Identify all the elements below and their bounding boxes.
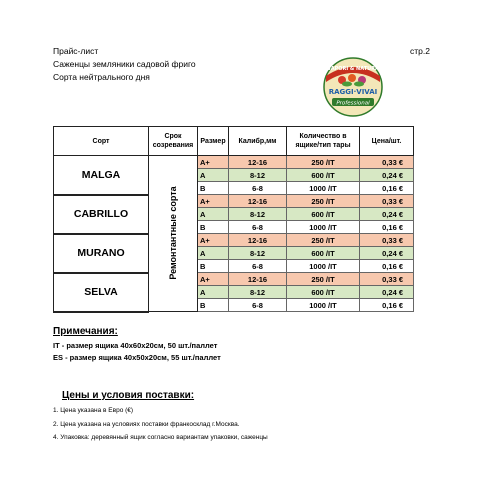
ripening-group bbox=[149, 156, 198, 312]
variety-name: MALGA bbox=[54, 156, 149, 195]
caliber-cell: 6-8 bbox=[229, 299, 287, 312]
doc-subtitle: Саженцы земляники садовой фриго bbox=[53, 59, 196, 69]
quantity-cell: 250 /IT bbox=[287, 156, 360, 169]
size-cell: B bbox=[198, 182, 229, 195]
quantity-cell: 600 /IT bbox=[287, 286, 360, 299]
price-cell: 0,33 € bbox=[360, 273, 414, 286]
caliber-cell: 6-8 bbox=[229, 221, 287, 234]
col-header-quantity: Количество в ящике/тип тары bbox=[287, 127, 360, 156]
caliber-cell: 12-16 bbox=[229, 156, 287, 169]
size-cell: A bbox=[198, 169, 229, 182]
quantity-cell: 250 /IT bbox=[287, 273, 360, 286]
price-cell: 0,24 € bbox=[360, 169, 414, 182]
size-cell: B bbox=[198, 221, 229, 234]
size-cell: A bbox=[198, 208, 229, 221]
condition-item: 2. Цена указана на условиях поставки франкосклад г.Москва. bbox=[53, 421, 240, 428]
table-row bbox=[54, 195, 414, 208]
price-cell: 0,16 € bbox=[360, 221, 414, 234]
table-row bbox=[54, 273, 414, 286]
quantity-cell: 1000 /IT bbox=[287, 182, 360, 195]
col-header-variety: Сорт bbox=[54, 127, 149, 156]
size-cell: A+ bbox=[198, 195, 229, 208]
doc-title: Прайс-лист bbox=[53, 46, 99, 56]
table-row bbox=[54, 234, 414, 247]
logo-brand: RAGGI·VIVAI bbox=[328, 88, 378, 96]
quantity-cell: 600 /IT bbox=[287, 247, 360, 260]
caliber-cell: 6-8 bbox=[229, 260, 287, 273]
caliber-cell: 8-12 bbox=[229, 286, 287, 299]
table-header-row bbox=[54, 127, 414, 156]
caliber-cell: 12-16 bbox=[229, 273, 287, 286]
size-cell: A bbox=[198, 286, 229, 299]
table-row bbox=[54, 156, 414, 169]
price-cell: 0,33 € bbox=[360, 234, 414, 247]
price-table bbox=[53, 126, 414, 313]
size-cell: A bbox=[198, 247, 229, 260]
size-cell: A+ bbox=[198, 234, 229, 247]
doc-subtitle-2: Сорта нейтрального дня bbox=[53, 72, 150, 82]
price-cell: 0,24 € bbox=[360, 286, 414, 299]
variety-name: MURANO bbox=[54, 234, 149, 273]
size-cell: A+ bbox=[198, 156, 229, 169]
quantity-cell: 1000 /IT bbox=[287, 260, 360, 273]
note-es: ES - размер ящика 40x50x20см, 55 шт./паллет bbox=[53, 353, 221, 362]
conditions-title: Цены и условия поставки: bbox=[62, 390, 195, 401]
col-header-caliber: Калибр,мм bbox=[229, 127, 287, 156]
note-it: IT - размер ящика 40x60x20см, 50 шт./паллет bbox=[53, 341, 218, 350]
price-cell: 0,16 € bbox=[360, 299, 414, 312]
size-cell: B bbox=[198, 299, 229, 312]
quantity-cell: 1000 /IT bbox=[287, 221, 360, 234]
condition-item: 4. Упаковка: деревянный ящик согласно вариантам упаковки, саженцы bbox=[53, 434, 268, 441]
condition-item: 1. Цена указана в Евро (€) bbox=[53, 407, 134, 414]
size-cell: B bbox=[198, 260, 229, 273]
caliber-cell: 8-12 bbox=[229, 208, 287, 221]
variety-name: SELVA bbox=[54, 273, 149, 312]
price-cell: 0,24 € bbox=[360, 247, 414, 260]
quantity-cell: 250 /IT bbox=[287, 234, 360, 247]
caliber-cell: 8-12 bbox=[229, 169, 287, 182]
price-cell: 0,16 € bbox=[360, 260, 414, 273]
price-cell: 0,33 € bbox=[360, 195, 414, 208]
logo-tag: Professional bbox=[336, 100, 370, 107]
col-header-size: Размер bbox=[198, 127, 229, 156]
col-header-price: Цена/шт. bbox=[360, 127, 414, 156]
variety-name: CABRILLO bbox=[54, 195, 149, 234]
caliber-cell: 6-8 bbox=[229, 182, 287, 195]
quantity-cell: 1000 /IT bbox=[287, 299, 360, 312]
quantity-cell: 600 /IT bbox=[287, 208, 360, 221]
price-cell: 0,33 € bbox=[360, 156, 414, 169]
size-cell: A+ bbox=[198, 273, 229, 286]
quantity-cell: 250 /IT bbox=[287, 195, 360, 208]
page-number: стр.2 bbox=[410, 46, 430, 56]
notes-title: Примечания: bbox=[53, 326, 118, 337]
price-cell: 0,24 € bbox=[360, 208, 414, 221]
caliber-cell: 12-16 bbox=[229, 195, 287, 208]
col-header-ripening: Срок созревания bbox=[149, 127, 198, 156]
caliber-cell: 8-12 bbox=[229, 247, 287, 260]
raggi-vivai-logo bbox=[322, 56, 384, 118]
caliber-cell: 12-16 bbox=[229, 234, 287, 247]
price-cell: 0,16 € bbox=[360, 182, 414, 195]
logo-top-text: SAPORI & NATURA bbox=[327, 66, 379, 72]
quantity-cell: 600 /IT bbox=[287, 169, 360, 182]
group-label: Ремонтантные сорта bbox=[168, 185, 178, 280]
